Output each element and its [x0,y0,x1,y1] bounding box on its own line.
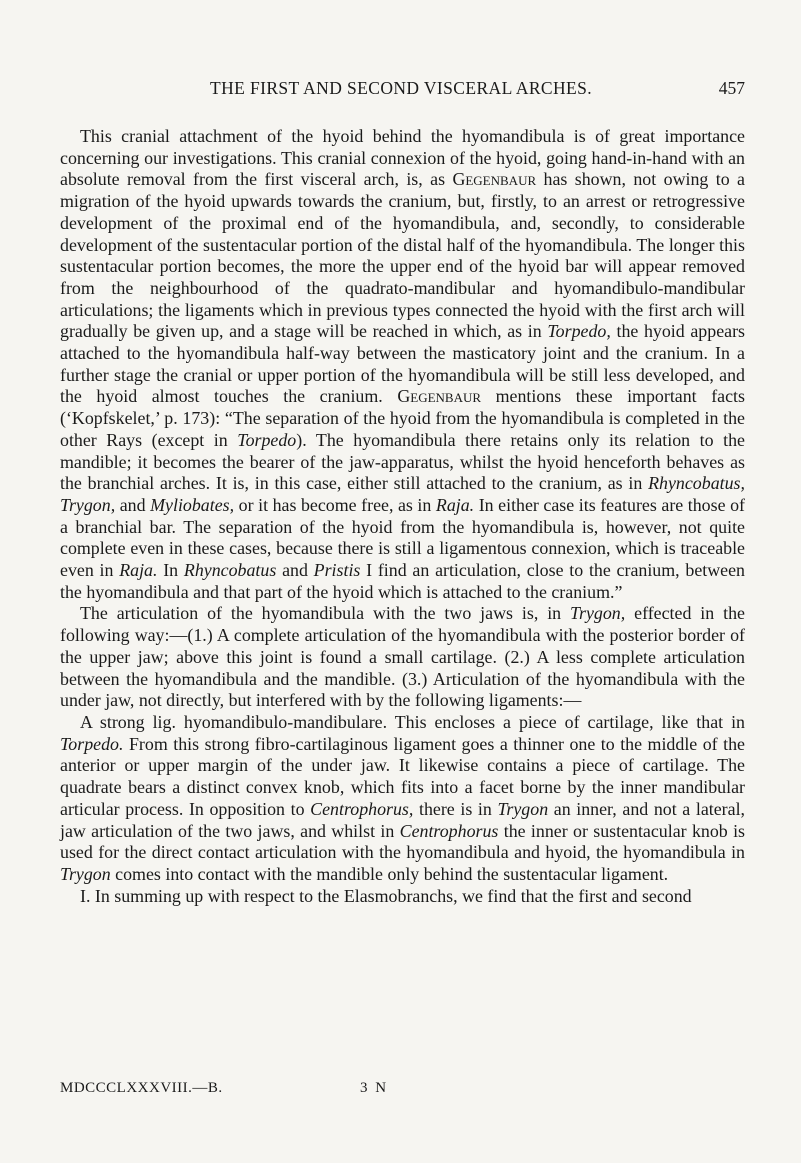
page-number: 457 [718,78,745,98]
paragraph-4 [60,886,745,908]
body-text [60,126,745,907]
italic-term: Rhyncobatus, [648,473,745,494]
text-run: comes into contact with the mandible only behind the sustentacular ligament. [110,863,669,884]
author-name: Gegenbaur [397,386,482,407]
italic-term: Centrophorus, [310,798,414,819]
italic-term: Pristis [313,560,361,581]
italic-term: Torpedo. [60,733,124,754]
text-run: From this strong fibro-cartilaginous ligament goes a thinner one to the middle of the anterior or upper margin of the under jaw. It likewise contains a piece of cartilage. The quadrate bears a distinct convex knob, which fits into a facet borne by the inner mandibular articular process. In opposition to [60,733,745,819]
page-footer [60,1080,745,1102]
text-run: and [115,494,151,515]
italic-term: Myliobates, [150,494,235,515]
italic-term: Trygon, [570,603,626,624]
italic-term: Centrophorus [399,820,499,841]
text-run: an inner, and not a lateral, jaw articulation of the two jaws, and whilst in [60,798,746,841]
signature-line: MDCCCLXXXVIII.—B. [60,1080,223,1096]
text-run: mentions these important facts (‘Kopfskelet,’ p. 173): “The separation of the hyoid from the hyomandibula is completed in the other Rays (except in [60,386,745,450]
text-run: the hyoid appears attached to the hyomandibula half-way between the masticatory joint and the cranium. In a further stage the cranial or upper portion of the hyomandibula will be still less developed, and the hyoid almost touches the cranium. [60,321,745,407]
text-run: The articulation of the hyomandibula with the two jaws is, in [80,603,571,624]
text-run: In [157,560,184,581]
text-run: has shown, not owing to a migration of the hyoid upwards towards the cranium, but, firstly, to an arrest or retrogressive development of the proximal end of the hyomandibula, and, secondly, to considerable development of the sustentacular portion of the distal half of the hyomandibula. The longer this sustentacular portion becomes, the more the upper end of the hyoid bar will appear removed from the neighbourhood of the quadrato-mandibular and hyomandibulo-mandibular articulations; the ligaments which in previous types connected the hyoid with the first arch will gradually be given up, and a stage will be reached in which, as in [60,169,745,342]
paragraph-2 [60,603,745,712]
text-run: A strong lig. hyomandibulo-mandibulare. This encloses a piece of cartilage, like that in [80,711,745,732]
text-run: effected in the following way:—(1.) A complete articulation of the hyomandibula with the posterior border of the upper jaw; above this joint is found a small cartilage. (2.) A less complete articulation between the hyomandibula and the mandible. (3.) Articulation of the hyomandibula with the under jaw, not directly, but interfered with by the following ligaments:— [60,603,745,711]
text-run: there is in [413,798,498,819]
text-run: This cranial attachment of the hyoid behind the hyomandibula is of great importance concerning our investigations. This cranial connexion of the hyoid, going hand-in-hand with an absolute removal from the first visceral arch, is, as [60,126,745,190]
italic-term: Trygon [497,798,549,819]
italic-term: Trygon, [60,494,116,515]
text-run: and [276,560,314,581]
text-run: I. In summing up with respect to the Elasmobranchs, we find that the first and second [80,885,692,906]
italic-term: Raja. [435,494,475,515]
italic-term: Raja. [119,560,158,581]
text-run: the inner or sustentacular knob is used for the direct contact articulation with the hyomandibula and hyoid, the hyomandibula in [60,820,746,863]
italic-term: Torpedo, [547,321,611,342]
paragraph-1 [60,126,745,603]
text-run: ). The hyomandibula there retains only its relation to the mandible; it becomes the bearer of the jaw-apparatus, whilst the hyoid henceforth behaves as the branchial arches. It is, in this case, either still attached to the cranium, as in [60,429,745,494]
text-run: I find an articulation, close to the cranium, between the hyomandibula and that part of the hyoid which is attached to the cranium.” [60,560,745,602]
italic-term: Trygon [60,863,111,884]
page-header [60,78,745,104]
signature-mark: 3 N [360,1080,389,1096]
text-run: In either case its features are those of a branchial bar. The separation of the hyoid from the hyomandibula is, however, not quite complete even in these cases, because there is still a ligamentous connexion, which is traceable even in [60,494,745,581]
paragraph-3 [60,712,745,886]
text-run: or it has become free, as in [234,494,436,515]
italic-term: Rhyncobatus [183,560,277,581]
author-name: Gegenbaur [452,169,537,190]
running-head: THE FIRST AND SECOND VISCERAL ARCHES. [210,78,593,98]
italic-term: Torpedo [237,429,297,450]
